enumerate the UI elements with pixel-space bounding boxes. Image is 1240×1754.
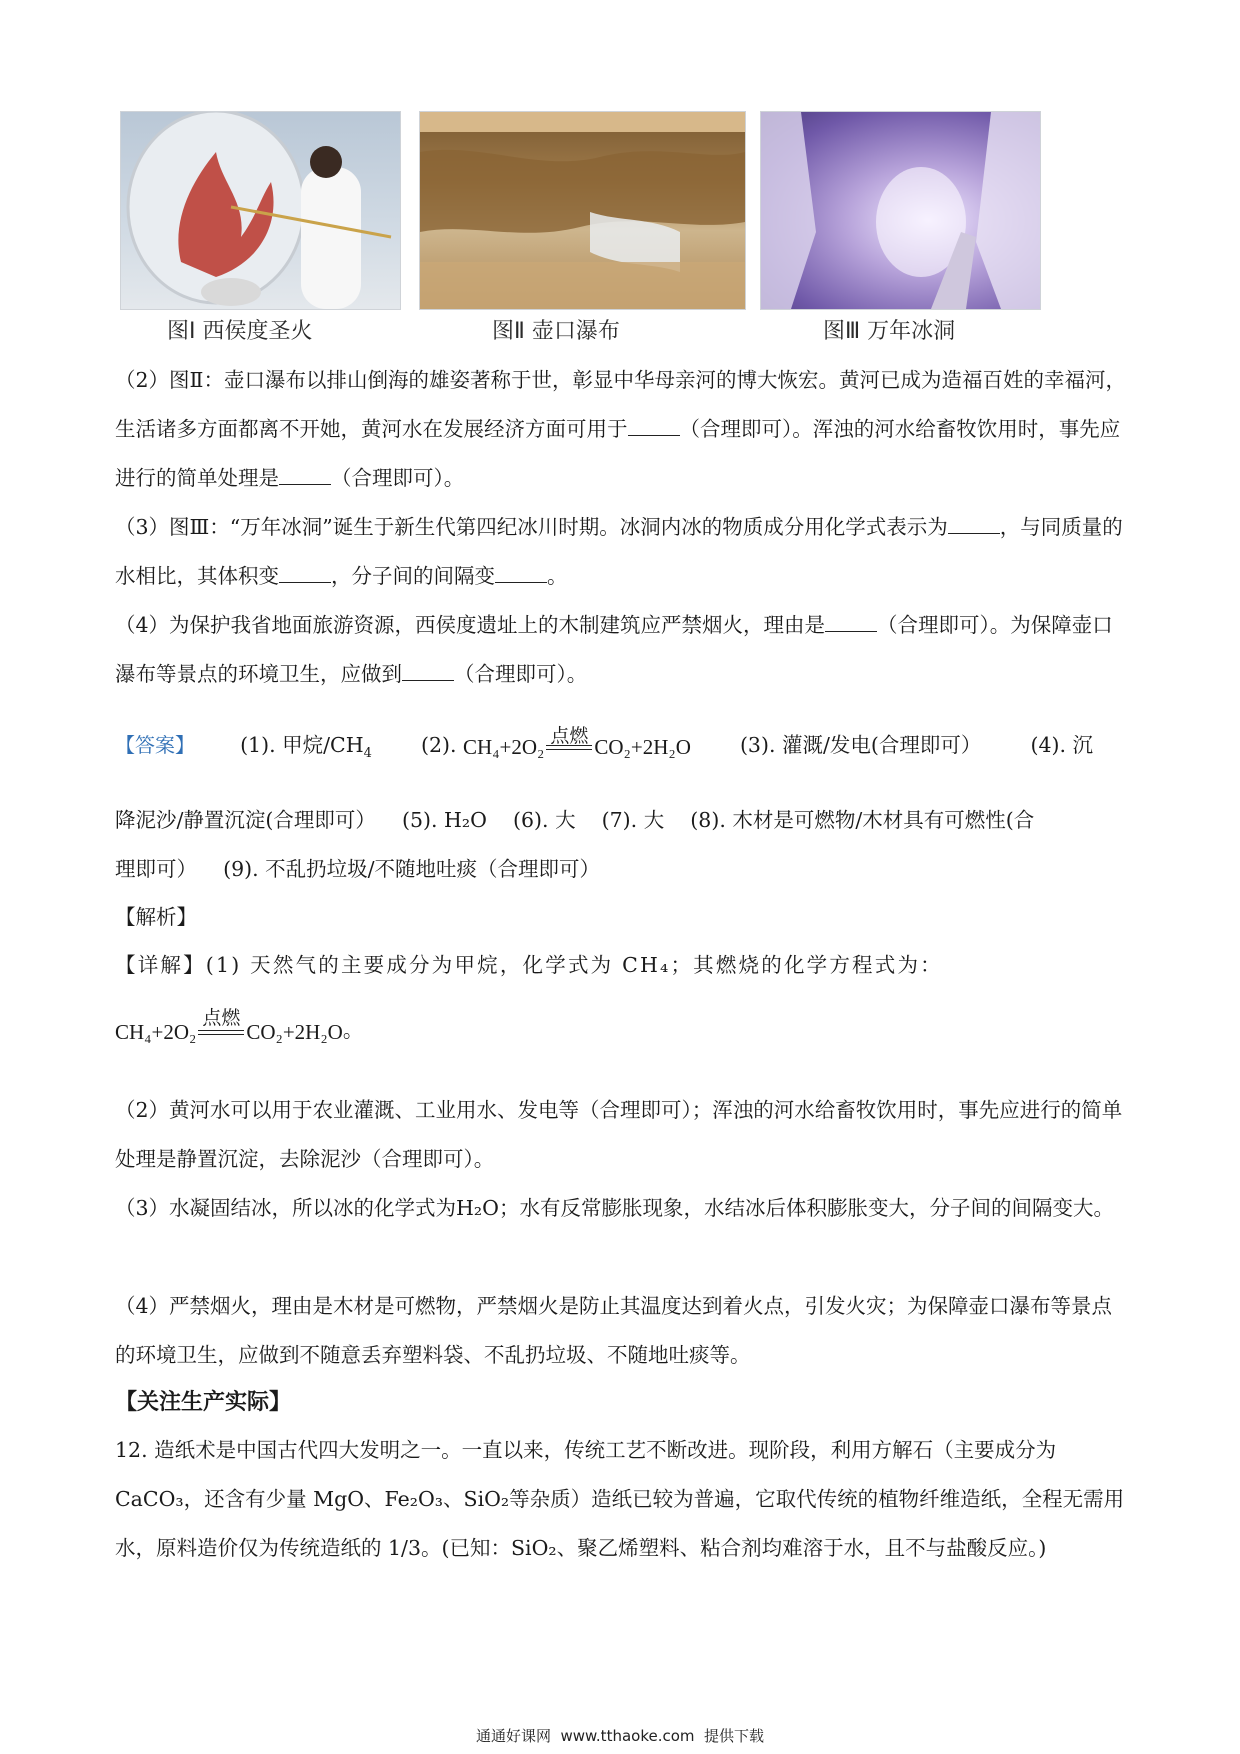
equation-condition bbox=[198, 1006, 244, 1044]
answer-blank bbox=[279, 564, 331, 583]
equation-products: CO₂+2H₂O bbox=[594, 734, 691, 759]
question-4 bbox=[115, 601, 1128, 699]
analysis-part-4: （4）严禁烟火，理由是木材是可燃物，严禁烟火是防止其温度达到着火点，引发火灾；为保障壶口瀑布等景点的环境卫生，应做到不随意丢弃塑料袋、不乱扔垃圾、不随地吐痰等。 bbox=[115, 1294, 1113, 1367]
answer-blank bbox=[402, 662, 454, 681]
torch-illustration bbox=[121, 112, 400, 309]
figure-torch-photo bbox=[120, 111, 401, 310]
analysis-part-3: （3）水凝固结冰，所以冰的化学式为H₂O；水有反常膨胀现象，水结冰后体积膨胀变大，分子间的间隔变大。 bbox=[115, 1196, 1114, 1220]
answer-line-1 bbox=[115, 722, 1128, 777]
answer-tag: 【答案】 bbox=[115, 733, 195, 757]
question-3-text-b: ，与同质量的水相比，其体积变 bbox=[115, 515, 1123, 588]
question-4-text-a: （4）为保护我省地面旅游资源，西侯度遗址上的木制建筑应严禁烟火，理由是 bbox=[115, 613, 826, 637]
answer-1-text: (1). 甲烷/CH bbox=[240, 733, 364, 757]
question-4-text-b: （合理即可）。为保障壶口瀑布等景点的环境卫生，应做到 bbox=[115, 613, 1113, 686]
equation-end: 。 bbox=[342, 1018, 364, 1042]
question-2-text-c: （合理即可）。 bbox=[331, 466, 465, 490]
answer-1 bbox=[240, 733, 372, 762]
figure-ice-cave-photo bbox=[760, 111, 1041, 310]
answer-line-3: 理即可） (9). 不乱扔垃圾/不随地吐痰（合理即可） bbox=[115, 857, 601, 881]
answer-2-equation bbox=[463, 724, 691, 770]
page-footer: 通通好课网 www.tthaoke.com 提供下载 bbox=[475, 1727, 765, 1745]
equation-reactants: CH₄+2O₂ bbox=[463, 734, 545, 759]
answer-2-label: (2). bbox=[420, 733, 457, 757]
question-3 bbox=[115, 503, 1128, 601]
equation-condition-text: 点燃 bbox=[202, 1006, 241, 1029]
section-heading: 【关注生产实际】 bbox=[115, 1390, 292, 1415]
question-3-text-d: 。 bbox=[547, 564, 568, 588]
figure-caption-1: 图Ⅰ 西侯度圣火 bbox=[167, 319, 313, 344]
figure-caption-3: 图Ⅲ 万年冰洞 bbox=[823, 319, 956, 344]
answer-3: (3). 灌溉/发电(合理即可） bbox=[739, 733, 982, 757]
waterfall-illustration bbox=[420, 112, 745, 309]
answer-blank bbox=[825, 613, 877, 632]
answer-line-2: 降泥沙/静置沉淀(合理即可） (5). H₂O (6). 大 (7). 大 (8). 木材是可燃物/木材具有可燃性(合 bbox=[115, 808, 1035, 832]
equation-reactants: CH₄+2O₂ bbox=[115, 1019, 197, 1044]
answer-blank bbox=[495, 564, 547, 583]
equation-products: CO₂+2H₂O bbox=[246, 1019, 343, 1044]
answer-blank bbox=[948, 515, 1000, 534]
analysis-part-2: （2）黄河水可以用于农业灌溉、工业用水、发电等（合理即可）；浑浊的河水给畜牧饮用时，事先应进行的简单处理是静置沉淀，去除泥沙（合理即可）。 bbox=[115, 1098, 1123, 1171]
question-3-text-c: ，分子间的间隔变 bbox=[331, 564, 495, 588]
question-4-text-c: （合理即可）。 bbox=[454, 662, 588, 686]
answer-blank bbox=[279, 466, 331, 485]
answer-4-start: (4). 沉 bbox=[1030, 733, 1094, 757]
question-2 bbox=[115, 356, 1128, 503]
equation-condition bbox=[546, 724, 592, 759]
answer-1-subscript: 4 bbox=[363, 746, 372, 762]
answer-blank bbox=[628, 417, 680, 436]
analysis-equation bbox=[115, 1006, 1128, 1052]
figure-caption-2: 图Ⅱ 壶口瀑布 bbox=[492, 319, 620, 344]
figure-waterfall-photo bbox=[419, 111, 746, 310]
equation-condition-text: 点燃 bbox=[550, 724, 589, 747]
question-2-text-b: （合理即可）。浑浊的河水给畜牧饮用时，事先应进行的简单处理是 bbox=[115, 417, 1121, 490]
question-2-text-a: （2）图Ⅱ：壶口瀑布以排山倒海的雄姿著称于世，彰显中华母亲河的博大恢宏。黄河已成为造福百姓的幸福河，生活诸多方面都离不开她，黄河水在发展经济方面可用于 bbox=[115, 368, 1126, 441]
ice-cave-illustration bbox=[761, 112, 1040, 309]
question-12: 12. 造纸术是中国古代四大发明之一。一直以来，传统工艺不断改进。现阶段，利用方解石（主要成分为CaCO₃，还含有少量 MgO、Fe₂O₃、SiO₂等杂质）造纸已较为普遍，它取代传统的植物纤维造纸，全程无需用水，原料造价仅为传统造纸的 1/3。(已知：SiO₂、聚乙烯塑料、粘合剂均难溶于水，且不与盐酸反应。) bbox=[115, 1438, 1125, 1560]
analysis-equation-body bbox=[115, 1006, 343, 1052]
question-3-text-a: （3）图Ⅲ：“万年冰洞”诞生于新生代第四纪冰川时期。冰洞内冰的物质成分用化学式表示为 bbox=[115, 515, 948, 539]
analysis-detail: 【详解】(1) 天然气的主要成分为甲烷，化学式为 CH₄；其燃烧的化学方程式为： bbox=[115, 953, 943, 977]
analysis-tag: 【解析】 bbox=[115, 905, 197, 929]
